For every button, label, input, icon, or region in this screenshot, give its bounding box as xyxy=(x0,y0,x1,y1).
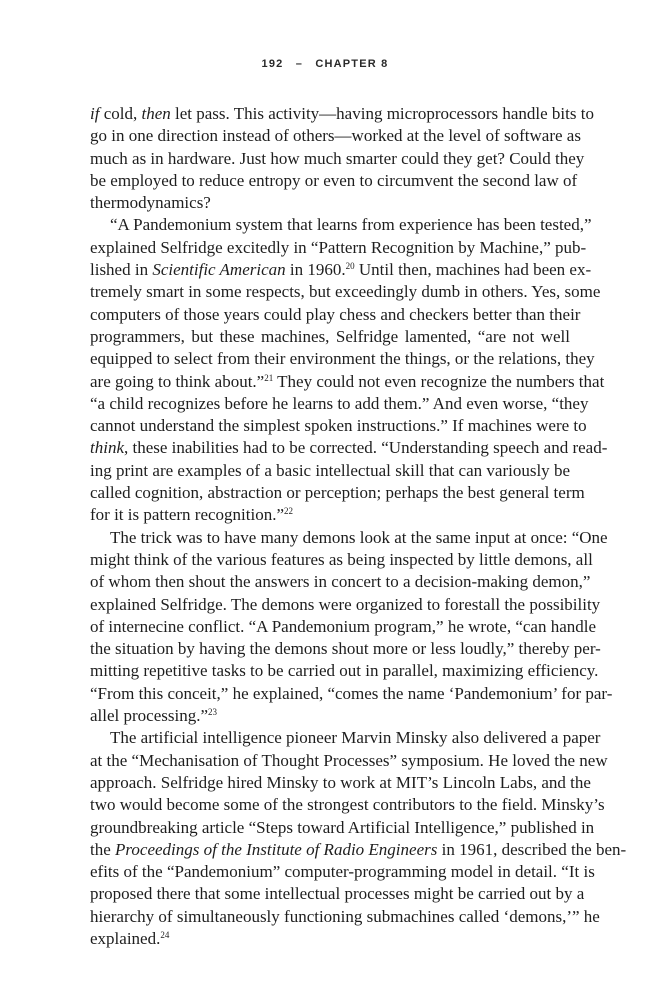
text-line xyxy=(90,214,592,236)
italic-text: if xyxy=(90,104,100,123)
text-line xyxy=(90,727,601,749)
text-run: are going to think about.” xyxy=(90,371,265,391)
paragraph xyxy=(90,214,608,526)
text-line xyxy=(90,393,589,415)
text-run: The trick was to have many demons look at the same input at once: “One xyxy=(110,527,608,547)
text-line xyxy=(90,883,585,905)
text-run: proposed there that some intellectual processes might be carried out by a xyxy=(90,884,585,904)
italic-text: Scientific American xyxy=(152,260,286,280)
text-run: called cognition, abstraction or perception; perhaps the best general term xyxy=(90,483,585,503)
text-line xyxy=(90,259,592,281)
text-run: let pass. This activity—having microprocessors handle bits to xyxy=(170,104,594,123)
text-line xyxy=(90,460,570,482)
text-line xyxy=(90,683,613,705)
text-run: tremely smart in some respects, but exceedingly dumb in others. Yes, some xyxy=(90,282,601,302)
text-line xyxy=(90,638,601,660)
text-line xyxy=(90,415,587,437)
text-run: equipped to select from their environment the things, or the relations, they xyxy=(90,349,595,369)
paragraph xyxy=(90,103,594,214)
text-line xyxy=(90,705,570,727)
text-run: in 1961, described the ben- xyxy=(437,839,627,859)
text-run: programmers, but these machines, Selfridge lamented, “are not well xyxy=(90,326,570,346)
text-run: “From this conceit,” he explained, “comes the name ‘Pandemonium’ for par- xyxy=(90,683,613,703)
chapter-label: CHAPTER 8 xyxy=(315,58,389,70)
text-line xyxy=(90,594,601,616)
text-run: computers of those years could play chess and checkers better than their xyxy=(90,304,581,324)
text-line xyxy=(90,148,585,170)
body-text xyxy=(90,103,627,950)
text-run: explained. xyxy=(90,928,161,948)
text-line xyxy=(90,482,585,504)
paragraph xyxy=(90,727,627,950)
italic-text: think xyxy=(90,438,124,458)
text-line xyxy=(90,304,581,326)
text-run: explained Selfridge excitedly in “Pattern Recognition by Machine,” pub- xyxy=(90,237,587,257)
text-run: hierarchy of simultaneously functioning submachines called ‘demons,’” he xyxy=(90,906,600,926)
text-run: of internecine conflict. “A Pandemonium program,” he wrote, “can handle xyxy=(90,616,597,636)
text-run: allel processing.” xyxy=(90,706,209,726)
text-line xyxy=(90,103,594,125)
text-run: of whom then shout the answers in concert to a decision-making demon,” xyxy=(90,572,591,592)
text-run: , these inabilities had to be corrected. “Understanding speech and read- xyxy=(124,438,608,458)
text-run: at the “Mechanisation of Thought Processes” symposium. He loved the new xyxy=(90,750,608,770)
text-run: “A Pandemonium system that learns from experience has been tested,” xyxy=(110,215,592,235)
text-run: go in one direction instead of others—worked at the level of software as xyxy=(90,126,581,146)
text-run: cannot understand the simplest spoken instructions.” If machines were to xyxy=(90,416,587,436)
text-run: efits of the “Pandemonium” computer-programming model in detail. “It is xyxy=(90,862,595,882)
footnote-ref: 22 xyxy=(284,506,294,517)
text-line xyxy=(90,571,591,593)
text-line xyxy=(90,839,627,861)
text-line xyxy=(90,125,581,147)
footnote-ref: 21 xyxy=(264,372,274,383)
text-line xyxy=(90,437,608,459)
page-number: 192 xyxy=(261,58,284,70)
text-line xyxy=(90,928,570,950)
text-line xyxy=(90,192,570,214)
text-line xyxy=(90,616,597,638)
text-line xyxy=(90,371,605,393)
text-run: much as in hardware. Just how much smarter could they get? Could they xyxy=(90,148,585,168)
footnote-ref: 20 xyxy=(345,261,355,272)
text-line xyxy=(90,348,595,370)
text-run: ing print are examples of a basic intellectual skill that can variously be xyxy=(90,460,570,480)
text-run: groundbreaking article “Steps toward Artificial Intelligence,” published in xyxy=(90,817,595,837)
text-line xyxy=(90,750,608,772)
text-line xyxy=(90,281,601,303)
text-run: might think of the various features as being inspected by little demons, all xyxy=(90,549,593,569)
text-line xyxy=(90,170,578,192)
text-run: Until then, machines had been ex- xyxy=(354,260,592,280)
text-line xyxy=(90,549,593,571)
text-run: thermodynamics? xyxy=(90,193,211,213)
text-line xyxy=(90,237,587,259)
text-line xyxy=(90,817,595,839)
running-head-separator: – xyxy=(295,58,304,70)
text-line xyxy=(90,527,608,549)
italic-text: then xyxy=(141,104,171,123)
text-run: approach. Selfridge hired Minsky to work at MIT’s Lincoln Labs, and the xyxy=(90,772,591,792)
text-line xyxy=(90,906,600,928)
text-run: the xyxy=(90,839,116,859)
text-run: the situation by having the demons shout more or less loudly,” thereby per- xyxy=(90,639,601,659)
text-line xyxy=(90,794,605,816)
text-run: two would become some of the strongest contributors to the field. Minsky’s xyxy=(90,795,605,815)
text-run: “a child recognizes before he learns to add them.” And even worse, “they xyxy=(90,393,589,413)
text-run: mitting repetitive tasks to be carried out in parallel, maximizing efficiency. xyxy=(90,661,599,681)
text-run: The artificial intelligence pioneer Marvin Minsky also delivered a paper xyxy=(110,728,601,748)
text-run: cold, xyxy=(99,104,142,123)
italic-text: Proceedings of the Institute of Radio Engineers xyxy=(115,839,438,859)
footnote-ref: 23 xyxy=(208,707,218,718)
text-line xyxy=(90,772,591,794)
text-run: explained Selfridge. The demons were organized to forestall the possibility xyxy=(90,594,601,614)
text-run: lished in xyxy=(90,260,153,280)
paragraph xyxy=(90,527,613,728)
running-head xyxy=(0,58,650,70)
text-run: They could not even recognize the numbers that xyxy=(273,371,605,391)
text-line xyxy=(90,660,599,682)
text-run: in 1960. xyxy=(285,260,346,280)
text-line xyxy=(90,504,570,526)
text-run: for it is pattern recognition.” xyxy=(90,505,285,525)
footnote-ref: 24 xyxy=(160,929,170,940)
text-line xyxy=(90,326,570,348)
text-run: be employed to reduce entropy or even to circumvent the second law of xyxy=(90,170,578,190)
text-line xyxy=(90,861,595,883)
